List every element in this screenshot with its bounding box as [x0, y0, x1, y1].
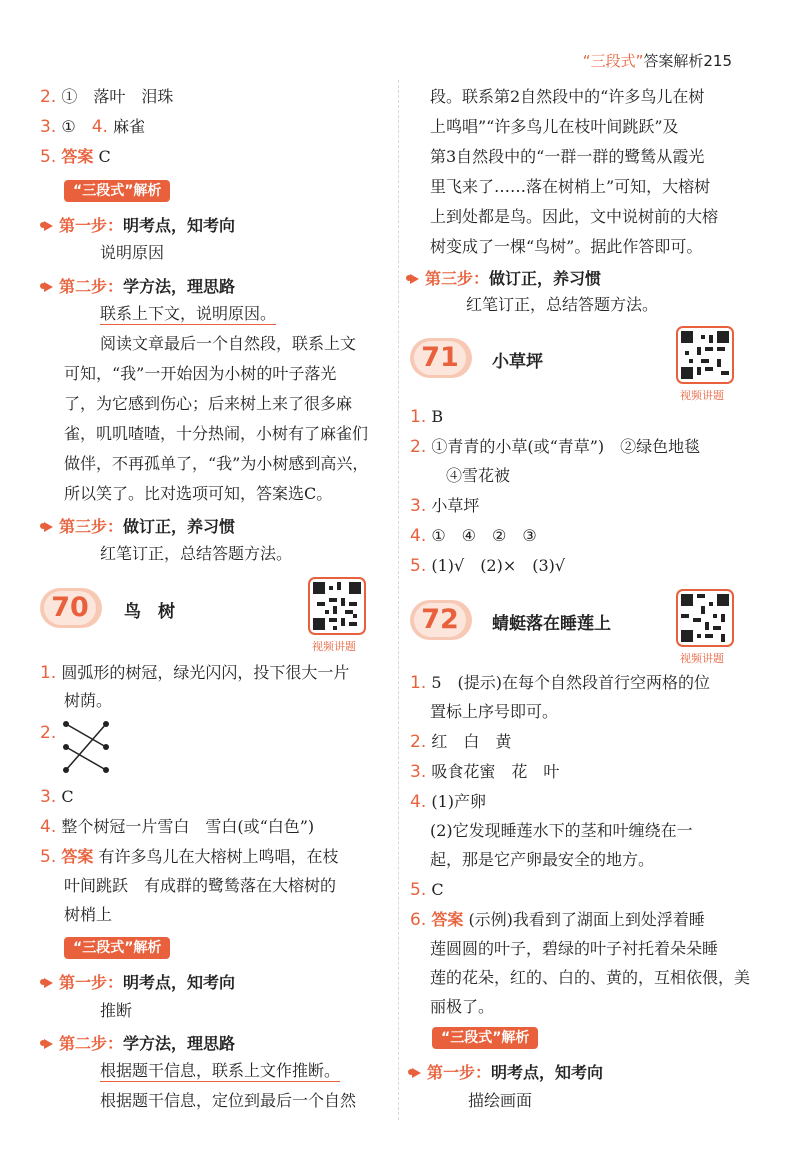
page-header: [583, 50, 732, 71]
answer-item: 1. 5 (提示)在每个自然段首行空两格的位: [410, 673, 710, 693]
paragraph-line: 所以笑了。比对选项可知，答案选C。: [64, 484, 333, 503]
step-three: 第三步：做订正，养习惯: [410, 266, 601, 289]
qr-label: 视频讲题: [680, 652, 724, 665]
paragraph-line: 了，为它感到伤心；后来树上来了很多麻: [64, 394, 353, 413]
header-title: 答案解析: [643, 52, 704, 70]
answer-item-cont: 树荫。: [64, 691, 113, 710]
step-detail: 说明原因: [100, 243, 165, 262]
answer-item: 3. 小草坪: [410, 496, 480, 516]
step-one: 第一步：明考点，知考向: [44, 970, 235, 993]
answer-item-cont: 置标上序号即可。: [430, 702, 559, 721]
step-detail: 推断: [100, 1001, 133, 1020]
step-three: 第三步：做订正，养习惯: [44, 514, 235, 537]
arrow-icon: [412, 1068, 421, 1078]
step-two: 第二步：学方法，理思路: [44, 274, 235, 297]
arrow-icon: [44, 522, 53, 532]
arrow-icon: [410, 274, 419, 284]
arrow-icon: [44, 1039, 53, 1049]
paragraph-line: 里飞来了……落在树梢上”可知，大榕树: [430, 177, 711, 196]
qr-code-icon: [681, 331, 729, 379]
lesson-number-badge: 72: [410, 600, 472, 640]
answer-item-cont: ④雪花被: [446, 466, 511, 485]
paragraph-line: 做伴，不再孤单了，“我”为小树感到高兴，: [64, 454, 369, 473]
answer-item-cont: 丽极了。: [430, 997, 495, 1016]
step-detail: 描绘画面: [468, 1091, 533, 1110]
paragraph-line: 段。联系第2自然段中的“许多鸟儿在树: [430, 87, 705, 106]
step-detail: 红笔订正，总结答题方法。: [100, 544, 293, 563]
step-one: 第一步：明考点，知考向: [44, 213, 235, 236]
lesson-number-badge: 70: [40, 588, 102, 628]
answer-item: 2. 红 白 黄: [410, 732, 512, 752]
answer-item: 4. ① ④ ② ③: [410, 526, 537, 546]
answer-item: 5. (1)√ (2)× (3)√: [410, 556, 566, 576]
lesson-number-badge: 71: [410, 338, 472, 378]
qr-code-icon: [313, 582, 361, 630]
step-detail: 红笔订正，总结答题方法。: [466, 295, 659, 314]
header-tag: “三段式”: [582, 52, 644, 70]
lesson-title: 鸟 树: [124, 602, 175, 622]
answer-item: 2.: [40, 723, 57, 743]
step-two: 第二步：学方法，理思路: [44, 1031, 235, 1054]
answer-item: 4. 整个树冠一片雪白 雪白(或“白色”): [40, 817, 315, 837]
qr-label: 视频讲题: [680, 389, 724, 402]
qr-label: 视频讲题: [312, 640, 356, 653]
qr-code[interactable]: [676, 326, 734, 384]
paragraph-line: 树变成了一棵“鸟树”。据此作答即可。: [430, 237, 703, 256]
qr-code[interactable]: [308, 577, 366, 635]
answer-item: 2. ①青青的小草(或“青草”) ②绿色地毯: [410, 437, 701, 457]
qr-code-icon: [681, 594, 729, 642]
step-one: 第一步：明考点，知考向: [412, 1060, 603, 1083]
answer-item: 1. B: [410, 407, 444, 427]
arrow-icon: [44, 221, 53, 231]
paragraph-line: 上鸣唱”“许多鸟儿在枝叶间跳跃”及: [430, 117, 679, 136]
answer-item: 5. C: [410, 880, 444, 900]
paragraph-line: 阅读文章最后一个自然段，联系上文: [100, 334, 357, 353]
answer-item: 4. (1)产卵: [410, 792, 486, 812]
qr-code[interactable]: [676, 589, 734, 647]
analysis-badge: “三段式”解析: [64, 180, 170, 202]
answer-item: 3. 吸食花蜜 花 叶: [410, 762, 560, 782]
answer-item-cont: 叶间跳跃 有成群的鹭鸶落在大榕树的: [64, 876, 337, 895]
lesson-title: 小草坪: [492, 352, 543, 372]
answer-item-cont: 莲的花朵，红的、白的、黄的，互相依偎，美: [430, 968, 751, 987]
answer-item-cont: 莲圆圆的叶子，碧绿的叶子衬托着朵朵睡: [430, 939, 719, 958]
analysis-badge: “三段式”解析: [432, 1027, 538, 1049]
paragraph-line: 第3自然段中的“一群一群的鹭鸶从霞光: [430, 147, 705, 166]
step-method: 联系上下文，说明原因。: [100, 304, 277, 323]
answer-item: 3. ① 4. 麻雀: [40, 117, 146, 137]
answer-item-cont: 起，那是它产卵最安全的地方。: [430, 850, 655, 869]
answer-item: 6. 答案 (示例)我看到了湖面上到处浮着睡: [410, 910, 705, 930]
arrow-icon: [44, 282, 53, 292]
page-number: 215: [703, 52, 732, 70]
arrow-icon: [44, 978, 53, 988]
answer-item-cont: 树梢上: [64, 905, 113, 924]
answer-item: 2. ① 落叶 泪珠: [40, 87, 174, 107]
matching-lines-diagram: [60, 718, 112, 776]
analysis-badge: “三段式”解析: [64, 937, 170, 959]
answer-item: 5. 答案 有许多鸟儿在大榕树上鸣唱，在枝: [40, 847, 339, 867]
lesson-title: 蜻蜓落在睡莲上: [492, 614, 611, 634]
paragraph-line: 雀，叽叽喳喳，十分热闹，小树有了麻雀们: [64, 424, 369, 443]
answer-item: 1. 圆弧形的树冠，绿光闪闪，投下很大一片: [40, 663, 350, 683]
paragraph-line: 上到处都是鸟。因此，文中说树前的大榕: [430, 207, 719, 226]
answer-item-cont: (2)它发现睡莲水下的茎和叶缠绕在一: [430, 821, 693, 840]
column-divider: [398, 80, 399, 1120]
answer-item: 5. 答案 C: [40, 147, 111, 167]
paragraph-line: 可知，“我”一开始因为小树的叶子落光: [64, 364, 337, 383]
paragraph-line: 根据题干信息，定位到最后一个自然: [100, 1091, 357, 1110]
answer-item: 3. C: [40, 787, 74, 807]
step-method: 根据题干信息，联系上文作推断。: [100, 1061, 341, 1080]
